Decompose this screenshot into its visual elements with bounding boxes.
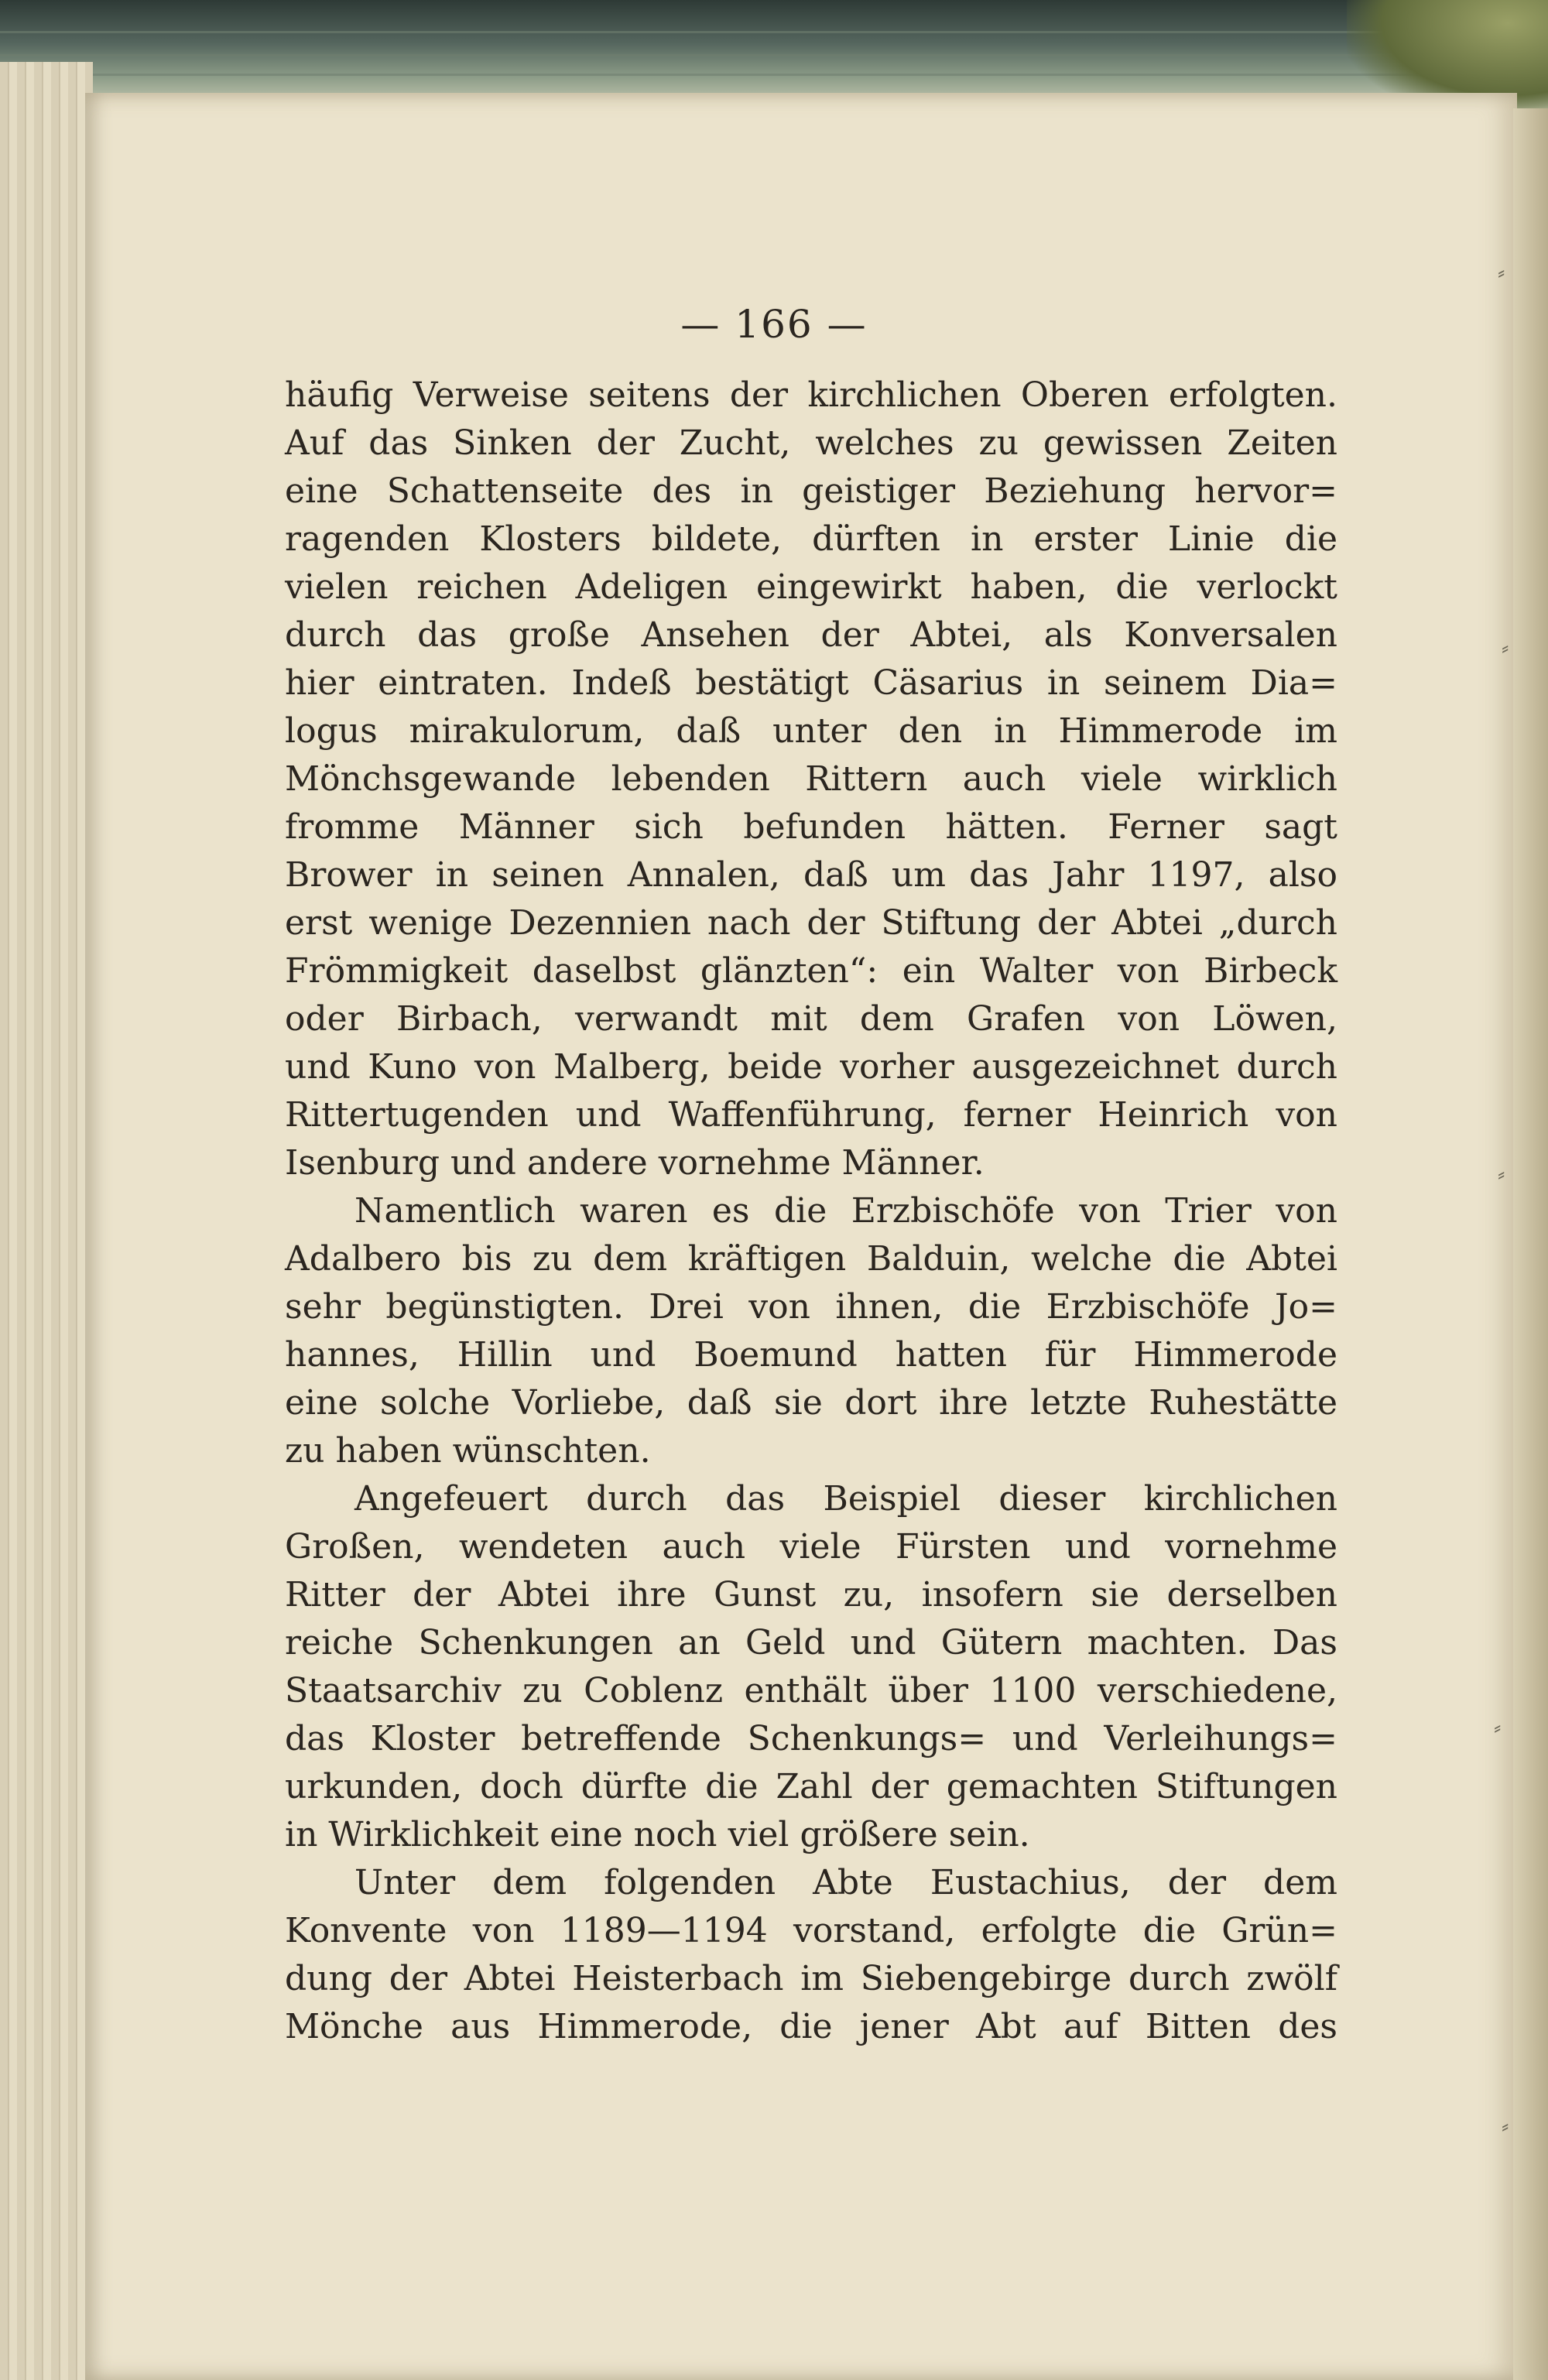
text-line: Mönche aus Himmerode, die jener Abt auf Bitten des [285,2007,1337,2046]
text-line: eine Schattenseite des in geistiger Beziehung hervor= [285,471,1337,511]
margin-mark: ⸗ [1498,259,1505,285]
text-line: ragenden Klosters bildete, dürften in erster Linie die [285,519,1337,559]
page-stack-right [1513,108,1548,2380]
text-line: eine solche Vorliebe, daß sie dort ihre letzte Ruhestätte [285,1383,1337,1423]
text-line: Auf das Sinken der Zucht, welches zu gewissen Zeiten [285,423,1337,463]
page-number: — 166 — [680,302,868,347]
text-line: hannes, Hillin und Boemund hatten für Himmerode [285,1335,1337,1375]
text-line: und Kuno von Malberg, beide vorher ausgezeichnet durch [285,1047,1337,1087]
text-line: in Wirklichkeit eine noch viel größere sein. [285,1815,1030,1854]
text-line: Mönchsgewande lebenden Rittern auch viele wirklich [285,759,1337,799]
margin-mark: ⸗ [1502,2113,1509,2139]
margin-mark: ⸗ [1494,1714,1502,1740]
text-line: Angefeuert durch das Beispiel dieser kirchlichen [354,1479,1337,1519]
text-line: Rittertugenden und Waffenführung, ferner Heinrich von [285,1095,1337,1135]
text-line: Ritter der Abtei ihre Gunst zu, insofern sie derselben [285,1575,1337,1615]
margin-mark: ⸗ [1502,635,1509,660]
text-line: reiche Schenkungen an Geld und Gütern machten. Das [285,1623,1337,1663]
text-line: Unter dem folgenden Abte Eustachius, der dem [354,1863,1337,1902]
text-line: Isenburg und andere vornehme Männer. [285,1143,985,1183]
text-line: logus mirakulorum, daß unter den in Himmerode im [285,711,1337,751]
body-text [285,372,1337,2051]
text-line: Frömmigkeit daselbst glänzten“: ein Walter von Birbeck [285,951,1337,991]
text-line: Brower in seinen Annalen, daß um das Jahr 1197, also [285,855,1337,895]
text-line: Namentlich waren es die Erzbischöfe von Trier von [354,1191,1337,1231]
text-line: urkunden, doch dürfte die Zahl der gemachten Stiftungen [285,1767,1337,1806]
text-line: vielen reichen Adeligen eingewirkt haben, die verlockt [285,567,1337,607]
text-line: häufig Verweise seitens der kirchlichen Oberen erfolgten. [285,375,1337,415]
page-stack-left [0,62,93,2380]
text-line: zu haben wünschten. [285,1431,651,1471]
text-line: Adalbero bis zu dem kräftigen Balduin, welche die Abtei [285,1239,1337,1279]
text-line: Großen, wendeten auch viele Fürsten und vornehme [285,1527,1337,1567]
text-line: sehr begünstigten. Drei von ihnen, die Erzbischöfe Jo= [285,1287,1337,1327]
text-line: Konvente von 1189—1194 vorstand, erfolgte die Grün= [285,1911,1337,1950]
text-line: das Kloster betreffende Schenkungs= und Verleihungs= [285,1719,1337,1758]
text-line: fromme Männer sich befunden hätten. Ferner sagt [285,807,1337,847]
margin-mark: ⸗ [1498,1161,1505,1187]
book-top-edge [0,0,1548,108]
text-line: oder Birbach, verwandt mit dem Grafen von Löwen, [285,999,1337,1039]
text-line: dung der Abtei Heisterbach im Siebengebirge durch zwölf [285,1959,1337,1998]
text-line: erst wenige Dezennien nach der Stiftung der Abtei „durch [285,903,1337,943]
text-line: durch das große Ansehen der Abtei, als Konversalen [285,615,1337,655]
text-line: hier eintraten. Indeß bestätigt Cäsarius in seinem Dia= [285,663,1337,703]
text-line: Staatsarchiv zu Coblenz enthält über 1100 verschiedene, [285,1671,1337,1711]
